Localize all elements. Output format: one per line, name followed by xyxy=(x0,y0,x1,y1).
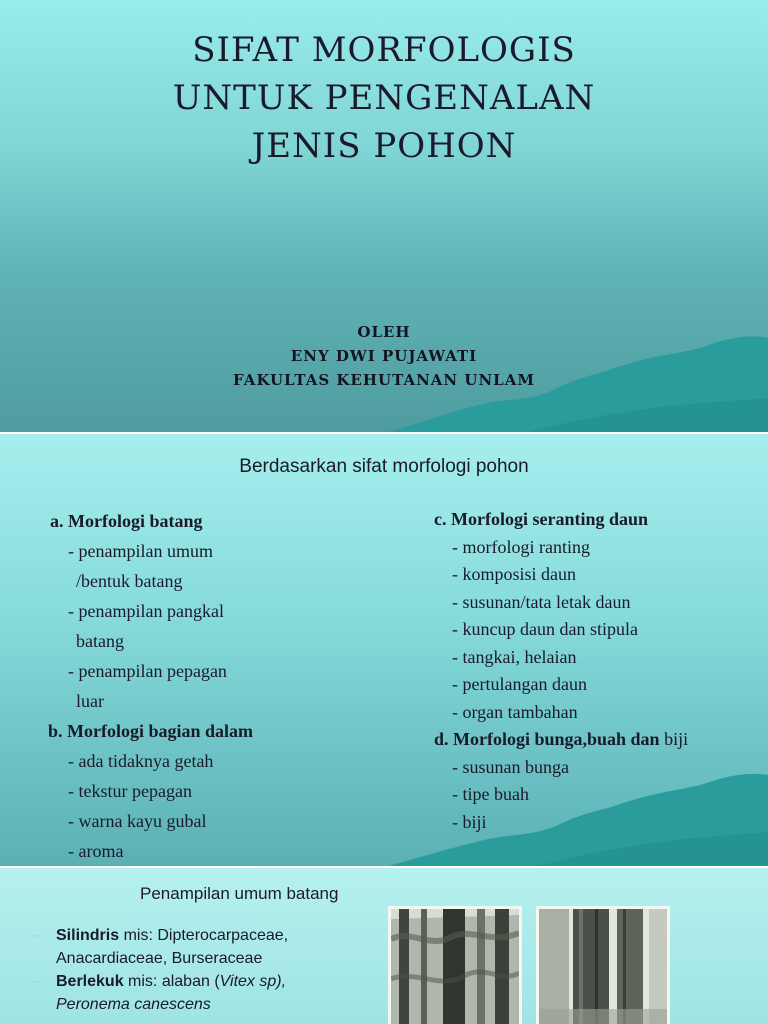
list-item: - susunan/tata letak daun xyxy=(452,591,631,612)
list-item: - komposisi daun xyxy=(452,564,576,584)
section-a-heading: a. Morfologi batang xyxy=(50,511,203,531)
tree-trunk-illustration xyxy=(391,909,519,1024)
list-item-continuation xyxy=(32,993,288,1016)
section-b-heading: b. Morfologi bagian dalam xyxy=(48,721,254,741)
list-item: - aroma xyxy=(68,841,124,861)
bullet-list xyxy=(32,924,288,1016)
section-d-heading-normal: biji xyxy=(664,729,689,749)
author-line: OLEH xyxy=(357,323,411,341)
tree-trunk-photo xyxy=(388,906,522,1024)
slide-heading: Penampilan umum batang xyxy=(140,884,339,903)
berlekuk-species-2: Peronema canescens xyxy=(56,996,211,1013)
title-line: UNTUK PENGENALAN xyxy=(172,78,596,118)
list-item: batang xyxy=(76,631,124,651)
list-item: - tangkai, helaian xyxy=(452,646,577,667)
morphology-slide xyxy=(0,434,768,866)
slide-title xyxy=(0,26,768,170)
list-item: - penampilan umum xyxy=(68,541,213,561)
berlekuk-species: Vitex sp), xyxy=(219,973,287,990)
list-item: - organ tambahan xyxy=(452,701,578,722)
tree-trunk-photo xyxy=(536,906,670,1024)
section-d-heading xyxy=(434,726,688,754)
title-line: JENIS POHON xyxy=(251,126,517,166)
berlekuk-label: Berlekuk xyxy=(56,973,124,990)
bullet-dash-icon: – xyxy=(32,927,41,944)
list-item: - tipe buah xyxy=(452,784,529,804)
list-item: - pertulangan daun xyxy=(452,674,587,694)
right-column xyxy=(434,506,688,836)
section-c-heading: c. Morfologi seranting daun xyxy=(434,509,648,529)
stem-appearance-slide xyxy=(0,868,768,1024)
list-item xyxy=(32,924,288,947)
list-item: - susunan bunga xyxy=(452,756,569,777)
silindris-label: Silindris xyxy=(56,927,120,944)
berlekuk-text: mis: alaban ( xyxy=(128,973,220,990)
list-item-continuation: Anacardiaceae, Burseraceae xyxy=(56,950,263,967)
list-item: - penampilan pangkal xyxy=(68,601,224,621)
list-item: - morfologi ranting xyxy=(452,536,590,557)
list-item: - kuncup daun dan stipula xyxy=(452,619,638,639)
list-item: - biji xyxy=(452,811,487,832)
list-item: - tekstur pepagan xyxy=(68,781,192,801)
list-item: - warna kayu gubal xyxy=(68,811,207,831)
list-item: luar xyxy=(76,691,104,711)
list-item xyxy=(32,970,288,993)
bullet-dash-icon: – xyxy=(32,973,41,990)
tree-trunk-illustration xyxy=(539,909,667,1024)
left-column xyxy=(50,506,253,866)
list-item: - ada tidaknya getah xyxy=(68,751,214,771)
title-slide xyxy=(0,0,768,432)
slide-heading: Berdasarkan sifat morfologi pohon xyxy=(239,456,529,477)
author-line: FAKULTAS KEHUTANAN UNLAM xyxy=(233,371,535,389)
silindris-text: mis: Dipterocarpaceae, xyxy=(123,927,289,944)
list-item: /bentuk batang xyxy=(76,571,183,591)
list-item: - penampilan pepagan xyxy=(68,661,227,681)
title-line: SIFAT MORFOLOGIS xyxy=(192,30,576,70)
section-d-heading-bold: d. Morfologi bunga,buah dan xyxy=(434,729,660,749)
author-line: ENY DWI PUJAWATI xyxy=(290,347,478,365)
author-block xyxy=(0,320,768,392)
